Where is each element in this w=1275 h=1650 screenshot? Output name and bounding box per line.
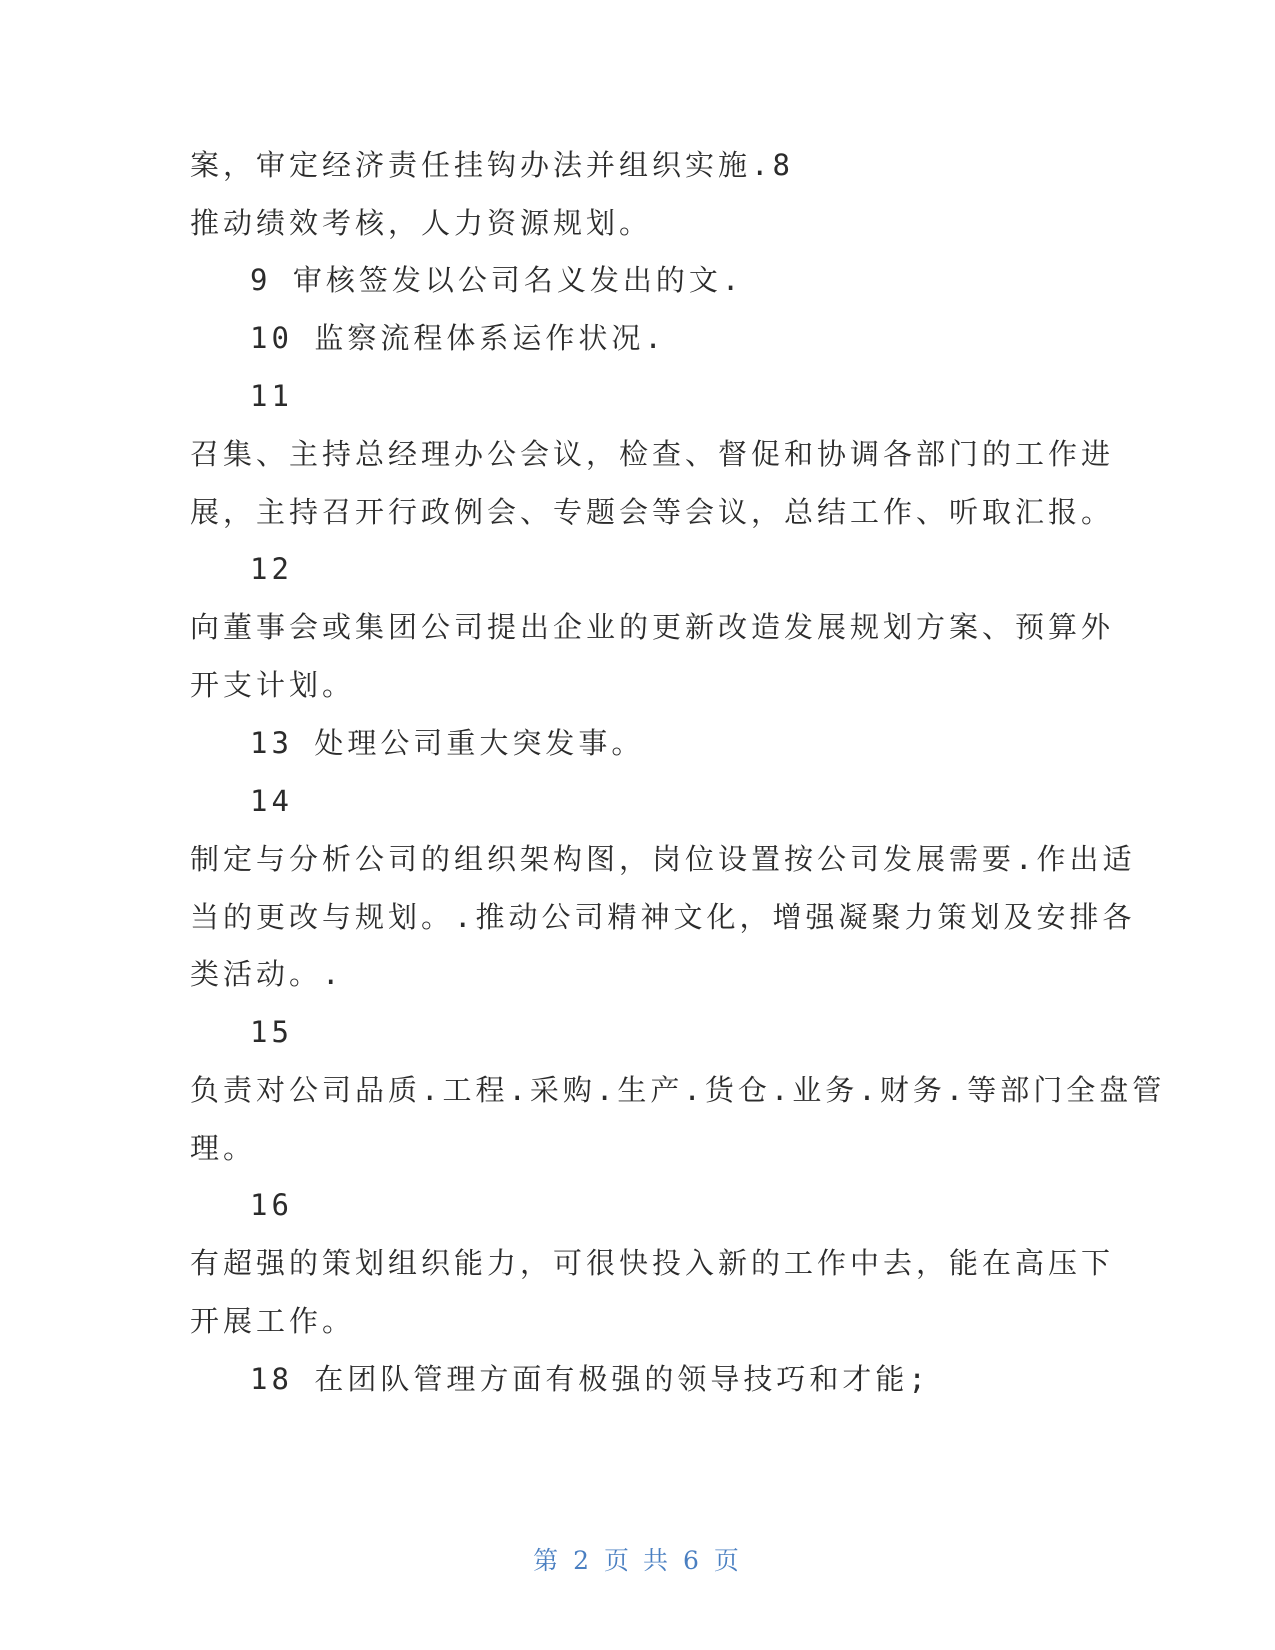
item-number: 16 — [250, 1188, 293, 1222]
text-line: 开支计划。 — [190, 668, 356, 702]
text-line: 开展工作。 — [190, 1304, 356, 1338]
total-pages-number: 6 — [682, 1546, 702, 1575]
item-number: 11 — [250, 379, 293, 413]
current-page-number: 2 — [573, 1546, 593, 1575]
text-line: 案，审定经济责任挂钩办法并组织实施.8 — [190, 148, 794, 182]
item-number: 12 — [250, 552, 293, 586]
text-line: 理。 — [190, 1131, 257, 1165]
text-line: 13 处理公司重大突发事。 — [250, 726, 645, 760]
footer-suffix: 页 — [713, 1546, 742, 1575]
text-line: 10 监察流程体系运作状况. — [250, 321, 666, 355]
text-line: 有超强的策划组织能力，可很快投入新的工作中去，能在高压下 — [190, 1246, 1115, 1280]
footer-middle: 页 共 — [604, 1546, 671, 1575]
text-line: 类活动。. — [190, 957, 344, 991]
page-footer — [0, 1543, 1275, 1579]
text-line: 18 在团队管理方面有极强的领导技巧和才能; — [250, 1362, 930, 1396]
text-line: 召集、主持总经理办公会议，检查、督促和协调各部门的工作进 — [190, 437, 1115, 471]
text-line: 负责对公司品质.工程.采购.生产.货仓.业务.财务.等部门全盘管 — [190, 1073, 1166, 1107]
text-line: 9 审核签发以公司名义发出的文. — [250, 263, 744, 297]
text-line: 制定与分析公司的组织架构图，岗位设置按公司发展需要.作出适 — [190, 842, 1136, 876]
item-number: 14 — [250, 784, 293, 818]
text-line: 展，主持召开行政例会、专题会等会议，总结工作、听取汇报。 — [190, 495, 1115, 529]
text-line: 向董事会或集团公司提出企业的更新改造发展规划方案、预算外 — [190, 610, 1115, 644]
footer-prefix: 第 — [533, 1546, 562, 1575]
text-line: 当的更改与规划。.推动公司精神文化，增强凝聚力策划及安排各 — [190, 900, 1136, 934]
text-line: 推动绩效考核，人力资源规划。 — [190, 206, 653, 240]
item-number: 15 — [250, 1015, 293, 1049]
